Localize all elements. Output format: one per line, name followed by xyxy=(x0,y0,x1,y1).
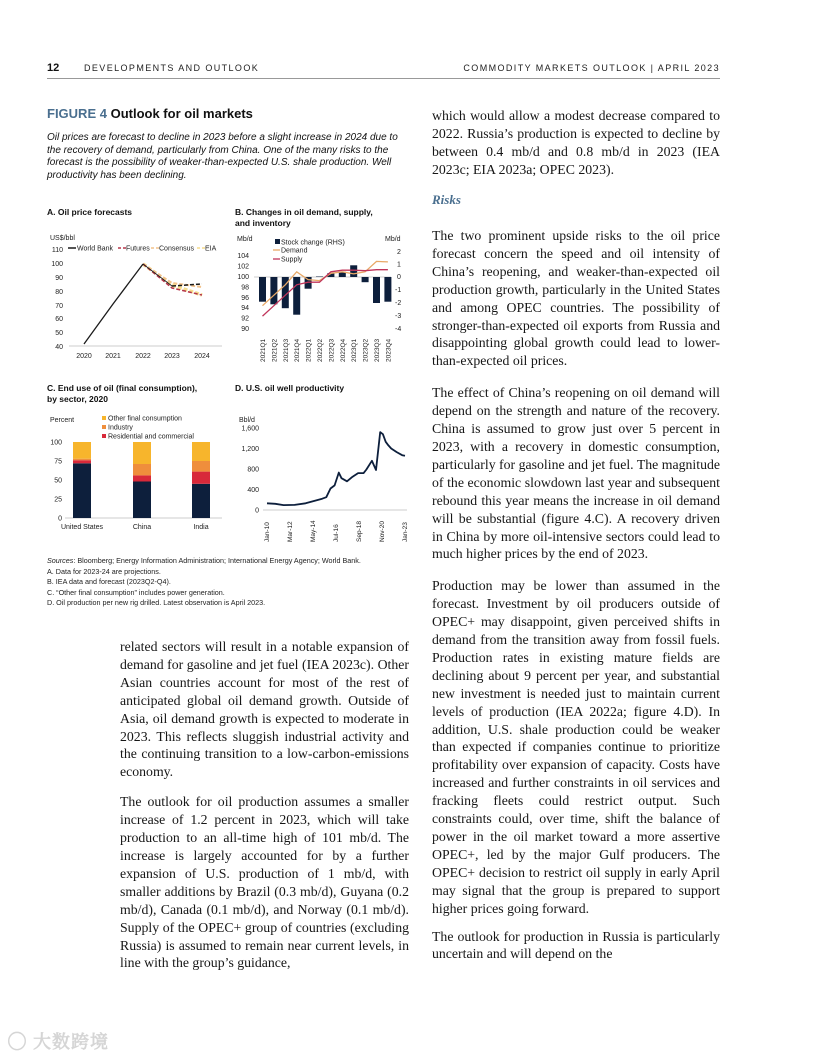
legend-consensus: Consensus xyxy=(159,245,195,253)
bar-china xyxy=(133,442,151,518)
publication-title: COMMODITY MARKETS OUTLOOK | APRIL 2023 xyxy=(463,63,720,73)
svg-text:Jul-16: Jul-16 xyxy=(333,524,340,542)
svg-text:2022Q4: 2022Q4 xyxy=(339,338,347,362)
section-title: DEVELOPMENTS AND OUTLOOK xyxy=(84,63,260,73)
legend-supply: Supply xyxy=(281,256,303,264)
svg-text:India: India xyxy=(193,524,209,531)
svg-text:2023Q4: 2023Q4 xyxy=(385,338,393,362)
panel-b-title: B. Changes in oil demand, supply, and inventory xyxy=(235,207,373,228)
note-d: D. Oil production per new rig drilled. Latest observation is April 2023. xyxy=(47,598,266,607)
svg-text:2021Q1: 2021Q1 xyxy=(260,338,267,362)
svg-text:80: 80 xyxy=(55,289,63,296)
chart-a-oil-price-forecasts xyxy=(47,240,227,365)
x-axis-b xyxy=(260,338,392,362)
svg-text:100: 100 xyxy=(51,261,63,268)
svg-text:2024: 2024 xyxy=(194,353,210,360)
y-axis-a xyxy=(51,247,63,351)
chart-c-end-use-by-sector xyxy=(47,412,227,536)
x-axis-a xyxy=(76,353,210,360)
svg-text:2021Q2: 2021Q2 xyxy=(271,338,279,362)
svg-text:0: 0 xyxy=(255,507,259,515)
svg-text:2022Q3: 2022Q3 xyxy=(328,338,336,362)
panel-c-unit: Percent xyxy=(50,417,75,424)
svg-text:Mar-12: Mar-12 xyxy=(287,521,294,542)
svg-text:2023Q1: 2023Q1 xyxy=(351,338,359,362)
panel-a-unit: US$/bbl xyxy=(50,235,75,242)
paragraph: The outlook for oil production assumes a smaller increase of 1.2 percent in 2023, which will take production to an all-time high of 101 mb/d. The increase is largely accounted for by a further expansion of U.S. production of 1 mb/d, with smaller additions by Brazil (0.3 mb/d), Guyana (0.2 mb/d), Canada (0.1 mb/d), and Norway (0.1 mb/d). Supply of the OPEC+ group of countries (excluding Russia) is assumed to remain near current levels, in line with the group’s guidance, xyxy=(120,794,409,971)
svg-text:2: 2 xyxy=(397,249,401,256)
panel-d-title: D. U.S. oil well productivity xyxy=(235,383,345,393)
figure-number: FIGURE 4 xyxy=(47,106,107,121)
svg-text:50: 50 xyxy=(55,330,63,337)
x-axis-c xyxy=(61,524,209,531)
figure-title xyxy=(47,106,253,121)
svg-text:-1: -1 xyxy=(395,287,402,294)
figure-notes xyxy=(47,556,417,609)
watermark-icon: ◯ xyxy=(8,1032,27,1052)
figure-caption: Oil prices are forecast to decline in 2023 before a slight increase in 2024 due to the recovery of demand, particularly from China. One of the many risks to the forecast is the possibility of weaker-than-expected U.S. shale production. Well productivity has been declining. xyxy=(47,132,398,181)
svg-text:90: 90 xyxy=(55,275,63,282)
right-column xyxy=(432,227,720,975)
sources-note: Sources: Bloomberg; Energy Information Administration; International Energy Agency; World Bank. xyxy=(47,556,361,565)
svg-text:Sep-18: Sep-18 xyxy=(356,521,363,542)
svg-text:China: China xyxy=(132,524,152,531)
chart-b-demand-supply-inventory xyxy=(235,236,415,366)
paragraph: Production may be lower than assumed in the forecast. Investment by oil producers outside of OPEC+ may disappoint, given perceived shifts in demand from the transition away from fossil fuels. Production rates in existing mature fields are declining about 9 percent per year, and substantial new investment is needed just to maintain current levels of production (IEA 2022a; figure 4.D). In addition, U.S. shale production could be weaker than expected if companies continue to prioritize profitability over expansion of capacity. Costs have increased and further constraints in oil services and fracking fleets could restrict output. Such constraints could, over time, shift the balance of power in the oil market toward a more assertive OPEC+, led by the major Gulf producers. The OPEC+ decision to restrict oil supply in early April may signal that the group is prepared to support higher prices going forward. xyxy=(432,578,720,916)
figure-title-text: Outlook for oil markets xyxy=(110,106,253,121)
svg-text:Jan-23: Jan-23 xyxy=(402,522,409,542)
svg-text:100: 100 xyxy=(50,439,62,447)
note-b: B. IEA data and forecast (2023Q2-Q4). xyxy=(47,577,171,586)
svg-text:2022Q2: 2022Q2 xyxy=(317,338,324,362)
legend-other-final: Other final consumption xyxy=(108,415,182,423)
svg-text:100: 100 xyxy=(237,274,249,281)
svg-text:2023Q3: 2023Q3 xyxy=(374,338,381,362)
legend-demand: Demand xyxy=(281,247,308,255)
y-axis-d xyxy=(241,426,259,515)
panel-a-title: A. Oil price forecasts xyxy=(47,207,133,217)
page-header xyxy=(47,60,720,79)
panel-c-title: C. End use of oil (final consumption), by sector, 2020 xyxy=(47,383,198,404)
svg-text:1,200: 1,200 xyxy=(241,446,259,453)
bar-united-states xyxy=(73,442,91,518)
note-c: C. “Other final consumption” includes power generation. xyxy=(47,587,225,597)
svg-text:40: 40 xyxy=(55,344,63,351)
note-a: A. Data for 2023-24 are projections. xyxy=(47,566,161,576)
paragraph: The two prominent upside risks to the oil price forecast concern the speed and oil intensity of China’s reopening, and weaker-than-expected oil production growth, particularly in the United States and among OPEC countries. The possibility of stronger-than-expected oil exports from Russia and disappointing global growth could lead to lower-than-expected oil prices. xyxy=(432,228,720,369)
svg-text:0: 0 xyxy=(397,274,401,281)
svg-text:Nov-20: Nov-20 xyxy=(379,521,386,542)
svg-text:96: 96 xyxy=(241,295,249,302)
y-axis-b-left xyxy=(237,253,249,333)
legend-stock-change: Stock change (RHS) xyxy=(281,239,345,247)
svg-text:92: 92 xyxy=(241,315,249,323)
left-column xyxy=(120,638,409,984)
productivity-line xyxy=(267,432,405,505)
svg-text:104: 104 xyxy=(237,253,249,260)
y-axis-b-right xyxy=(395,249,401,333)
svg-text:98: 98 xyxy=(241,284,249,292)
svg-text:60: 60 xyxy=(55,316,63,323)
paragraph: related sectors will result in a notable expansion of demand for gasoline and jet fuel (IEA 2023c). Other Asian countries account for most of the rest of anticipated global oil demand growth. Outside of Asia, oil demand growth is expected to moderate in 2023. This reflects sluggish industrial activity and the continuing transition to a low-carbon-emissions economy. xyxy=(120,639,409,780)
svg-text:May-14: May-14 xyxy=(310,520,317,542)
svg-text:25: 25 xyxy=(54,496,62,504)
paragraph: The effect of China’s reopening on oil demand will depend on the strength and nature of the recovery. China is assumed to grow just over 5 percent in 2023, with a recovery in domestic consumption, particularly for gasoline and jet fuel. The magnitude of the economic slowdown last year and subsequent rebound this year means the increase in oil demand will be substantial (figure 4.C). A recovery driven in China by more oil-intensive sectors could lead to much higher prices by the end of 2023. xyxy=(432,385,720,562)
bar-india xyxy=(192,442,210,518)
svg-text:Jan-10: Jan-10 xyxy=(264,522,271,542)
chart-d-well-productivity xyxy=(235,412,415,547)
svg-text:2021Q3: 2021Q3 xyxy=(282,338,290,362)
panel-d-unit: Bbl/d xyxy=(239,417,255,424)
svg-text:94: 94 xyxy=(241,305,249,312)
svg-text:2023: 2023 xyxy=(164,353,180,360)
legend-eia: EIA xyxy=(205,245,217,253)
svg-text:75: 75 xyxy=(54,458,62,466)
y-axis-c xyxy=(50,440,62,523)
page-number: 12 xyxy=(47,62,60,74)
panel-b-unit-right: Mb/d xyxy=(385,236,401,243)
svg-text:102: 102 xyxy=(237,263,249,271)
svg-text:2021: 2021 xyxy=(105,353,121,360)
svg-text:1: 1 xyxy=(397,261,401,269)
svg-text:1,600: 1,600 xyxy=(241,425,259,433)
svg-text:2020: 2020 xyxy=(76,353,92,360)
watermark-logo: ◯ 大数跨境 xyxy=(8,1032,110,1052)
svg-text:2023Q2: 2023Q2 xyxy=(362,338,370,362)
x-axis-d xyxy=(264,520,409,542)
svg-text:2021Q4: 2021Q4 xyxy=(294,338,302,362)
paragraph: which would allow a modest decrease compared to 2022. Russia’s production is expected to decline by between 0.4 mb/d and 0.8 mb/d in 2023 (IEA 2023c; EIA 2023a; OPEC 2023). xyxy=(432,108,720,177)
svg-text:110: 110 xyxy=(51,247,63,254)
svg-text:2022: 2022 xyxy=(135,353,151,360)
risks-heading: Risks xyxy=(432,192,461,207)
svg-text:70: 70 xyxy=(55,303,63,310)
legend-futures: Futures xyxy=(126,245,150,253)
svg-text:50: 50 xyxy=(54,477,62,485)
panel-b-unit-left: Mb/d xyxy=(237,236,253,243)
svg-text:-4: -4 xyxy=(395,326,402,333)
legend-industry: Industry xyxy=(108,424,133,432)
svg-text:800: 800 xyxy=(247,466,259,474)
svg-text:2022Q1: 2022Q1 xyxy=(305,338,313,362)
svg-text:United States: United States xyxy=(60,524,104,531)
legend-residential-commercial: Residential and commercial xyxy=(108,433,194,441)
svg-text:400: 400 xyxy=(247,487,259,494)
svg-text:90: 90 xyxy=(241,326,249,333)
right-column-top xyxy=(432,107,720,191)
svg-text:-2: -2 xyxy=(395,300,402,307)
paragraph: The outlook for production in Russia is particularly uncertain and will depend on the xyxy=(432,928,720,962)
svg-text:-3: -3 xyxy=(395,313,402,320)
legend-world-bank: World Bank xyxy=(77,245,114,253)
svg-text:0: 0 xyxy=(58,515,62,523)
